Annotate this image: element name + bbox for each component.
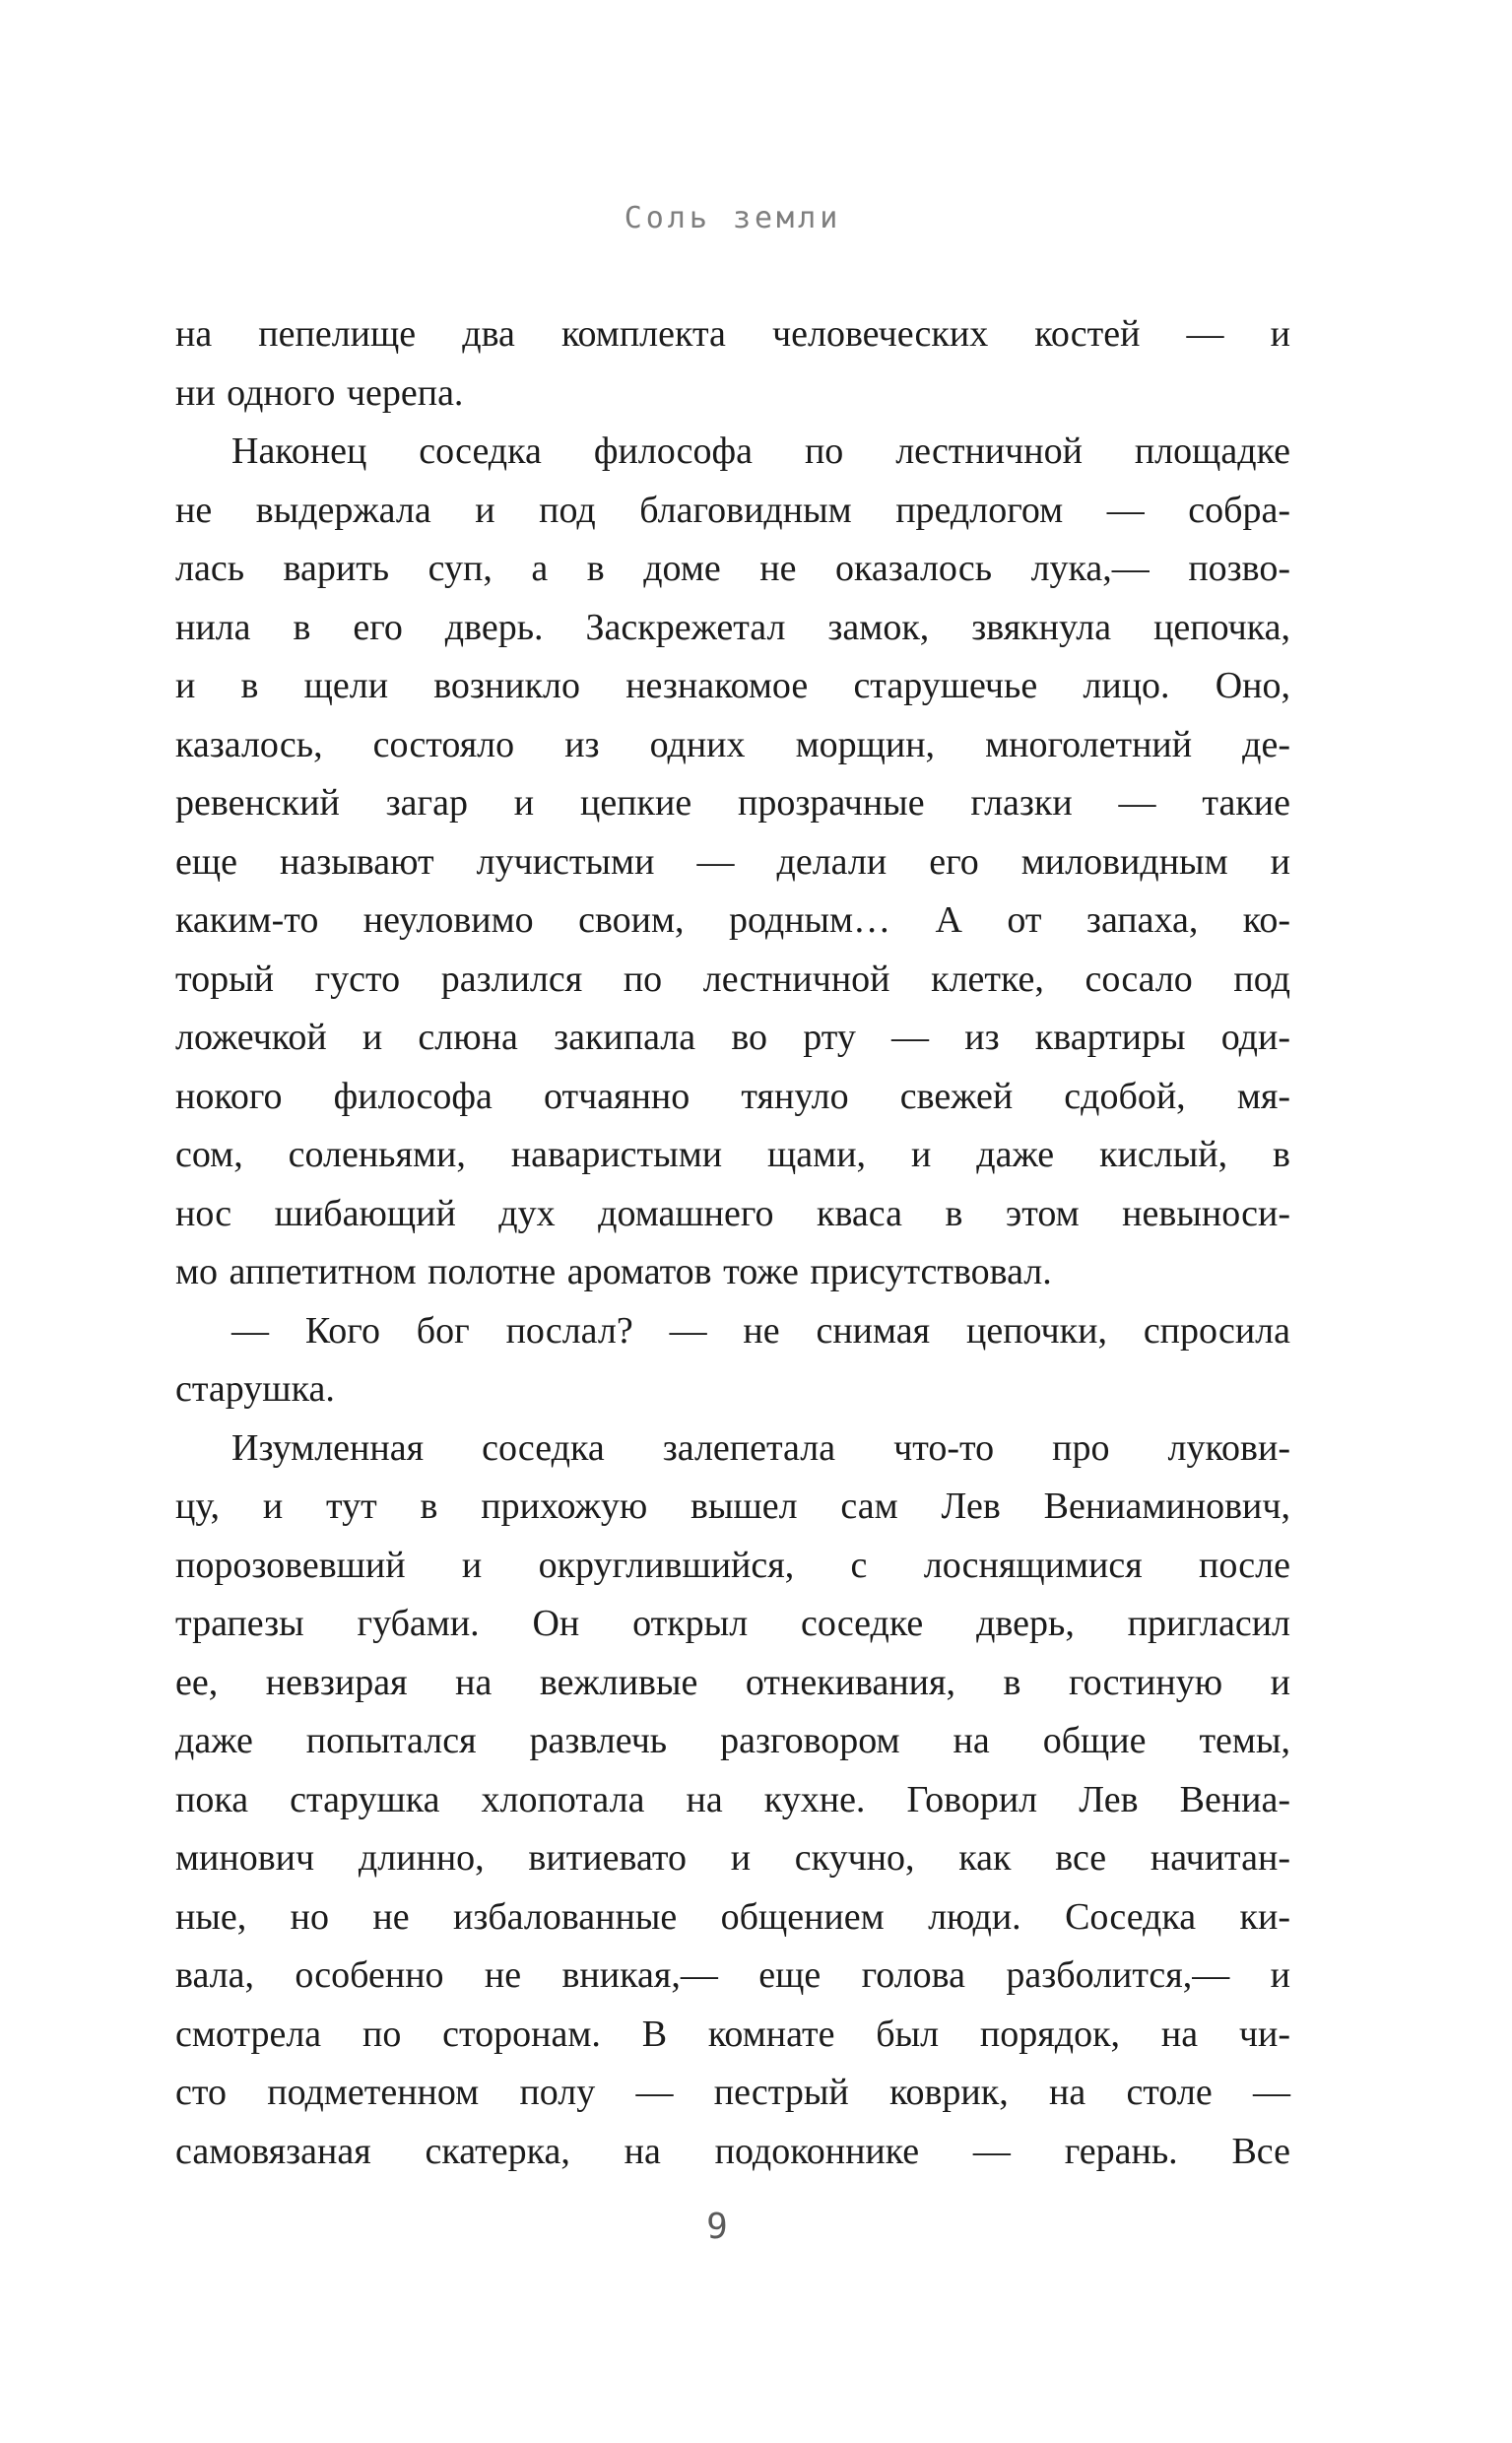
text-line: каким-то неуловимо своим, родным… А от запаха, ко- [175,899,1290,941]
text-line: сом, соленьями, наваристыми щами, и даже кислый, в [175,1134,1290,1175]
text-line: порозовевший и округлившийся, с лоснящимися после [175,1544,1290,1586]
text-line: ложечкой и слюна закипала во рту — из квартиры оди- [175,1017,1290,1058]
text-line: цу, и тут в прихожую вышел сам Лев Вениаминович, [175,1486,1290,1527]
text-line: ни одного черепа. [175,371,464,414]
text-line: и в щели возникло незнакомое старушечье лицо. Оно, [175,665,1290,706]
text-line: ные, но не избалованные общением люди. Соседка ки- [175,1895,1290,1938]
text-line: на пепелище два комплекта человеческих костей — и [175,313,1290,355]
text-line: еще называют лучистыми — делали его миловидным и [175,840,1290,883]
text-line: самовязаная скатерка, на подоконнике — герань. Все [175,2130,1290,2172]
running-title: Соль земли [624,201,842,235]
text-line: минович длинно, витиевато и скучно, как все начитан- [175,1837,1290,1879]
text-line: торый густо разлился по лестничной клетке, сосало под [175,957,1290,1000]
text-line: — Кого бог послал? — не снимая цепочки, спросила [231,1309,1290,1352]
text-line: пока старушка хлопотала на кухне. Говорил Лев Вениа- [175,1778,1290,1820]
text-line: казалось, состояло из одних морщин, многолетний де- [175,723,1290,765]
text-line: лась варить суп, а в доме не оказалось лука,— позво- [175,548,1290,589]
text-line: ревенский загар и цепкие прозрачные глазки — такие [175,782,1290,824]
text-line: старушка. [175,1368,335,1410]
text-line: сто подметенном полу — пестрый коврик, на столе — [175,2072,1290,2113]
text-line: смотрела по сторонам. В комнате был порядок, на чи- [175,2013,1290,2055]
text-line: ее, невзирая на вежливые отнекивания, в гостиную и [175,1661,1290,1703]
text-line: не выдержала и под благовидным предлогом — собра- [175,489,1290,531]
text-line: трапезы губами. Он открыл соседке дверь, пригласил [175,1603,1290,1644]
text-line: нокого философа отчаянно тянуло свежей сдобой, мя- [175,1075,1290,1117]
text-block [175,305,1290,2181]
text-line: даже попытался развлечь разговором на общие темы, [175,1720,1290,1761]
text-line: мо аппетитном полотне ароматов тоже присутствовал. [175,1251,1052,1292]
text-line: Наконец соседка философа по лестничной площадке [231,430,1290,472]
text-line: Изумленная соседка залепетала что-то про лукови- [231,1426,1290,1469]
text-line: нос шибающий дух домашнего кваса в этом невыноси- [175,1192,1290,1234]
page-number: 9 [706,2207,728,2247]
text-line: вала, особенно не вникая,— еще голова разболится,— и [175,1954,1290,1996]
text-line: нила в его дверь. Заскрежетал замок, звякнула цепочка, [175,606,1290,648]
